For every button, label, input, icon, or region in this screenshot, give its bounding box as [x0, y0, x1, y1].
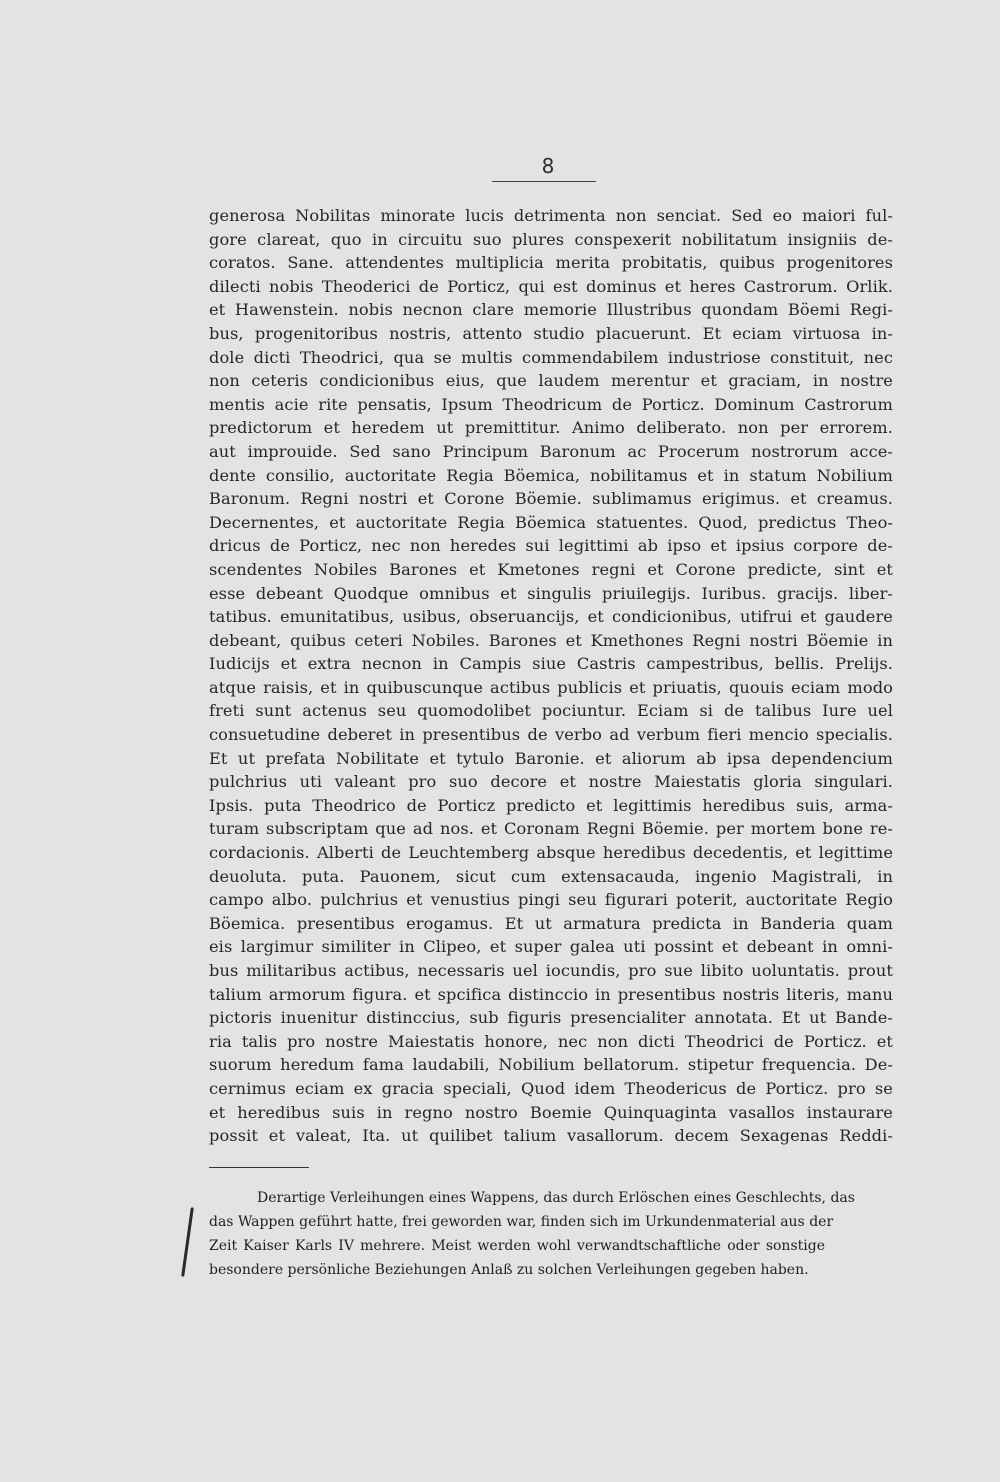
text-line: talium armorum figura. et spcifica distinccio in presentibus nostris literis, manu — [209, 984, 893, 1004]
footnote-line: Derartige Verleihungen eines Wappens, das durch Erlöschen eines Geschlechts, das — [257, 1190, 855, 1206]
text-line: dente consilio, auctoritate Regia Böemica, nobilitamus et in statum Nobilium — [209, 465, 893, 485]
text-line: suorum heredum fama laudabili, Nobilium bellatorum. stipetur frequencia. De- — [209, 1055, 893, 1075]
text-line: freti sunt actenus seu quomodolibet pociuntur. Eciam si de talibus Iure uel — [209, 701, 893, 721]
text-line: tatibus. emunitatibus, usibus, obseruancijs, et condicionibus, utifrui et gaudere — [209, 607, 893, 627]
text-line: Iudicijs et extra necnon in Campis siue Castris campestribus, bellis. Prelijs. — [209, 654, 893, 674]
text-line: Et ut prefata Nobilitate et tytulo Baronie. et aliorum ab ipsa dependencium — [209, 748, 893, 768]
text-line: possit et valeat, Ita. ut quilibet talium vasallorum. decem Sexagenas Reddi- — [209, 1126, 893, 1146]
text-line: Ipsis. puta Theodrico de Porticz predicto et legittimis heredibus suis, arma- — [209, 795, 893, 815]
text-line: aut improuide. Sed sano Principum Baronum ac Procerum nostrorum acce- — [209, 441, 893, 461]
text-line: Decernentes, et auctoritate Regia Böemica statuentes. Quod, predictus Theo- — [209, 512, 893, 532]
text-line: et Hawenstein. nobis necnon clare memorie Illustribus quondam Böemi Regi- — [209, 300, 893, 320]
text-line: debeant, quibus ceteri Nobiles. Barones et Kmethones Regni nostri Böemie in — [209, 630, 893, 650]
text-line: campo albo. pulchrius et venustius pingi seu figurari poterit, auctoritate Regio — [209, 890, 893, 910]
text-line: non ceteris condicionibus eius, que laudem merentur et graciam, in nostre — [209, 371, 893, 391]
text-line: dricus de Porticz, nec non heredes sui legittimi ab ipso et ipsius corpore de- — [209, 536, 893, 556]
text-line: generosa Nobilitas minorate lucis detrimenta non senciat. Sed eo maiori ful- — [209, 206, 893, 225]
footnote-line: besondere persönliche Beziehungen Anlaß zu solchen Verleihungen gegeben haben. — [209, 1262, 809, 1278]
text-line: bus militaribus actibus, necessaris uel iocundis, pro sue libito uoluntatis. prout — [209, 961, 893, 980]
text-line: esse debeant Quodque omnibus et singulis priuilegijs. Iuribus. gracijs. liber- — [209, 583, 893, 603]
text-line: dilecti nobis Theoderici de Porticz, qui est dominus et heres Castrorum. Orlik. — [209, 276, 893, 296]
text-line: pictoris inuenitur distinccius, sub figuris presencialiter annotata. Et ut Bande- — [209, 1008, 893, 1028]
text-line: consuetudine deberet in presentibus de verbo ad verbum fieri mencio specialis. — [209, 725, 893, 745]
text-line: coratos. Sane. attendentes multiplicia merita probitatis, quibus progenitores — [209, 253, 893, 273]
margin-pencil-mark — [181, 1207, 194, 1277]
text-line: deuoluta. puta. Pauonem, sicut cum extensacauda, ingenio Magistrali, in — [209, 866, 893, 886]
page-number-rule — [492, 181, 596, 182]
main-text-block — [209, 204, 893, 1148]
footnote-line: Zeit Kaiser Karls IV mehrere. Meist werden wohl verwandtschaftliche oder sonstige — [209, 1238, 825, 1254]
text-line: turam subscriptam que ad nos. et Coronam Regni Böemie. per mortem bone re- — [209, 819, 893, 839]
text-line: eis largimur similiter in Clipeo, et super galea uti possint et debeant in omni- — [209, 937, 893, 957]
text-line: ria talis pro nostre Maiestatis honore, nec non dicti Theodrici de Porticz. et — [209, 1031, 893, 1051]
footnote-line: das Wappen geführt hatte, frei geworden war, finden sich im Urkundenmaterial aus der — [209, 1214, 834, 1230]
text-line: dole dicti Theodrici, qua se multis commendabilem industriose constituit, nec — [209, 347, 893, 367]
text-line: pulchrius uti valeant pro suo decore et nostre Maiestatis gloria singulari. — [209, 772, 893, 792]
text-line: predictorum et heredem ut premittitur. Animo deliberato. non per errorem. — [209, 418, 893, 438]
text-line: cordacionis. Alberti de Leuchtemberg absque heredibus decedentis, et legittime — [209, 843, 893, 863]
text-line: scendentes Nobiles Barones et Kmetones regni et Corone predicte, sint et — [209, 559, 893, 579]
text-line: Baronum. Regni nostri et Corone Böemie. sublimamus erigimus. et creamus. — [209, 489, 893, 509]
text-line: atque raisis, et in quibuscunque actibus publicis et priuatis, quouis eciam modo — [209, 677, 893, 697]
text-line: bus, progenitoribus nostris, attento studio placuerunt. Et eciam virtuosa in- — [209, 323, 893, 343]
text-line: et heredibus suis in regno nostro Boemie Quinquaginta vasallos instaurare — [209, 1102, 893, 1122]
text-line: Böemica. presentibus erogamus. Et ut armatura predicta in Banderia quam — [209, 913, 893, 933]
text-line: gore clareat, quo in circuitu suo plures conspexerit nobilitatum insigniis de- — [209, 229, 893, 249]
footnote-rule — [209, 1167, 309, 1168]
footnote-block — [209, 1186, 855, 1282]
text-line: mentis acie rite pensatis, Ipsum Theodricum de Porticz. Dominum Castrorum — [209, 394, 893, 414]
page-number: 8 — [541, 154, 555, 178]
text-line: cernimus eciam ex gracia speciali, Quod idem Theodericus de Porticz. pro se — [209, 1078, 893, 1098]
